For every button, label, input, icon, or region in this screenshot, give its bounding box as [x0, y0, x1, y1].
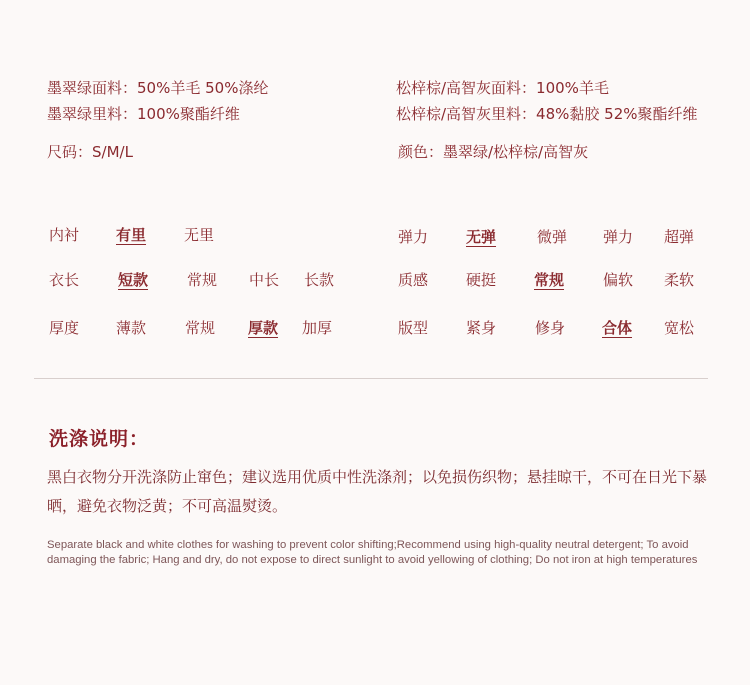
thickness-option: 常规 — [185, 319, 216, 337]
thickness-label: 厚度 — [49, 319, 80, 337]
elasticity-option: 超弹 — [664, 228, 695, 246]
texture-option: 柔软 — [664, 271, 695, 289]
wash-title: 洗涤说明： — [49, 428, 150, 450]
lining-green: 墨翠绿里料：100%聚酯纤维 — [47, 105, 240, 123]
size-info: 尺码：S/M/L — [47, 143, 133, 161]
fit-option-selected: 合体 — [602, 319, 633, 337]
texture-option-selected: 常规 — [534, 271, 565, 289]
elasticity-label: 弹力 — [398, 228, 429, 246]
section-divider — [34, 378, 708, 379]
length-option-selected: 短款 — [118, 271, 149, 289]
lining-option: 无里 — [184, 226, 215, 244]
elasticity-option: 弹力 — [603, 228, 634, 246]
wash-instructions-en: Separate black and white clothes for washing to prevent color shifting;Recommend using high-quality neutral detergent; To avoid damaging the fabric; Hang and dry, do not expose to direct sunlight to avoid yellowing of clothing; Do not iron at high temperatures — [47, 539, 698, 566]
elasticity-option-selected: 无弹 — [466, 228, 497, 246]
thickness-option: 加厚 — [302, 319, 333, 337]
color-info: 颜色：墨翠绿/松梓棕/高智灰 — [398, 143, 589, 161]
fit-option: 紧身 — [466, 319, 497, 337]
lining-option-selected: 有里 — [116, 226, 147, 244]
length-option: 常规 — [187, 271, 218, 289]
lining-label: 内衬 — [49, 226, 80, 244]
length-option: 长款 — [304, 271, 335, 289]
lining-brown-gray: 松梓棕/高智灰里料：48%黏胶 52%聚酯纤维 — [396, 105, 698, 123]
wash-instructions-cn: 黑白衣物分开洗涤防止窜色；建议选用优质中性洗涤剂；以免损伤织物；悬挂晾干，不可在日光下暴晒，避免衣物泛黄；不可高温熨烫。 — [47, 468, 708, 515]
texture-option: 硬挺 — [466, 271, 497, 289]
fabric-brown-gray: 松梓棕/高智灰面料：100%羊毛 — [396, 79, 609, 97]
length-label: 衣长 — [49, 271, 80, 289]
fit-label: 版型 — [398, 319, 429, 337]
fit-option: 宽松 — [664, 319, 695, 337]
thickness-option: 薄款 — [116, 319, 147, 337]
texture-label: 质感 — [398, 271, 429, 289]
fit-option: 修身 — [535, 319, 566, 337]
elasticity-option: 微弹 — [537, 228, 568, 246]
thickness-option-selected: 厚款 — [248, 319, 279, 337]
texture-option: 偏软 — [603, 271, 634, 289]
length-option: 中长 — [249, 271, 280, 289]
fabric-green: 墨翠绿面料：50%羊毛 50%涤纶 — [47, 79, 269, 97]
